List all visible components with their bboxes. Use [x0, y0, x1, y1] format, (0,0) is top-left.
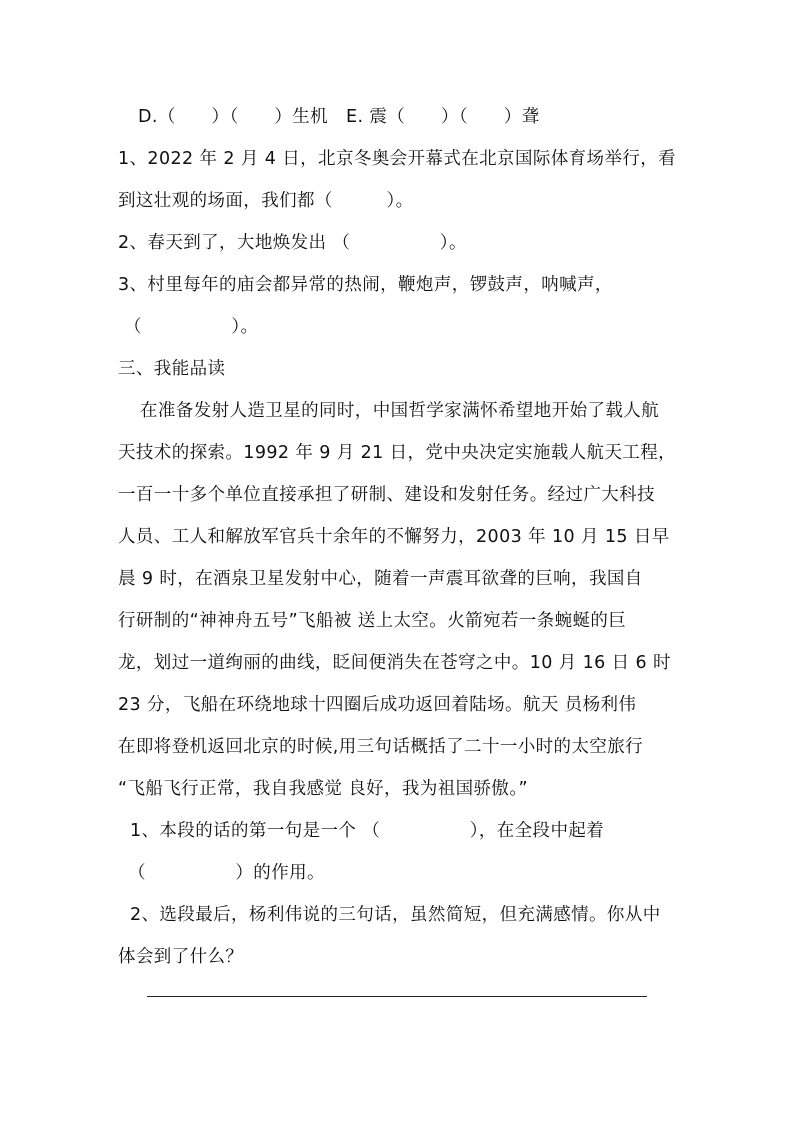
passage-line-7: 龙，划过一道绚丽的曲线，眨间便消失在苍穹之中。10 月 16 日 6 时 [118, 653, 671, 673]
answer-line[interactable] [147, 996, 647, 997]
reading-question-1-line-2: （ ）的作用。 [128, 863, 325, 883]
reading-question-2-line-2: 体会到了什么？ [118, 947, 244, 967]
passage-line-4: 人员、工人和解放军官兵十余年的不懈努力，2003 年 10 月 15 日早 [118, 527, 670, 547]
question-1-line-1: 1、2022 年 2 月 4 日，北京冬奥会开幕式在北京国际体育场举行，看 [118, 149, 677, 169]
passage-line-8: 23 分，飞船在环绕地球十四圈后成功返回着陆场。航天 员杨利伟 [118, 695, 637, 715]
reading-question-1-line-1: 1、本段的话的第一句是一个 （ ），在全段中起着 [130, 821, 605, 841]
question-3-line-1: 3、村里每年的庙会都异常的热闹，鞭炮声，锣鼓声，呐喊声， [118, 275, 613, 295]
reading-question-2-line-1: 2、选段最后，杨利伟说的三句话，虽然简短，但充满感情。你从中 [130, 905, 661, 925]
section-heading: 三、我能品读 [118, 359, 226, 379]
passage-line-2: 天技术的探索。1992 年 9 月 21 日，党中央决定实施载人航天工程， [118, 443, 677, 463]
question-2-line: 2、春天到了，大地焕发出 （ ）。 [118, 233, 467, 253]
passage-line-9: 在即将登机返回北京的时候,用三句话概括了二十一小时的太空旅行 [118, 737, 644, 757]
passage-line-3: 一百一十多个单位直接承担了研制、建设和发射任务。经过广大科技 [118, 485, 655, 505]
passage-line-10: “飞船飞行正常，我自我感觉 良好，我为祖国骄傲。” [118, 779, 528, 799]
passage-line-5: 晨 9 时，在酒泉卫星发射中心，随着一声震耳欲聋的巨响，我国自 [118, 569, 643, 589]
question-1-line-2: 到这壮观的场面，我们都（ ）。 [118, 191, 414, 211]
question-3-line-2: （ ）。 [124, 317, 259, 337]
option-de-line: D.（ ）（ ）生机 E. 震（ ）（ ）聋 [138, 107, 540, 127]
passage-line-6: 行研制的“神神舟五号”飞船被 送上太空。火箭宛若一条蜿蜒的巨 [118, 611, 627, 631]
passage-line-1: 在准备发射人造卫星的同时，中国哲学家满怀希望地开始了载人航 [140, 401, 660, 421]
